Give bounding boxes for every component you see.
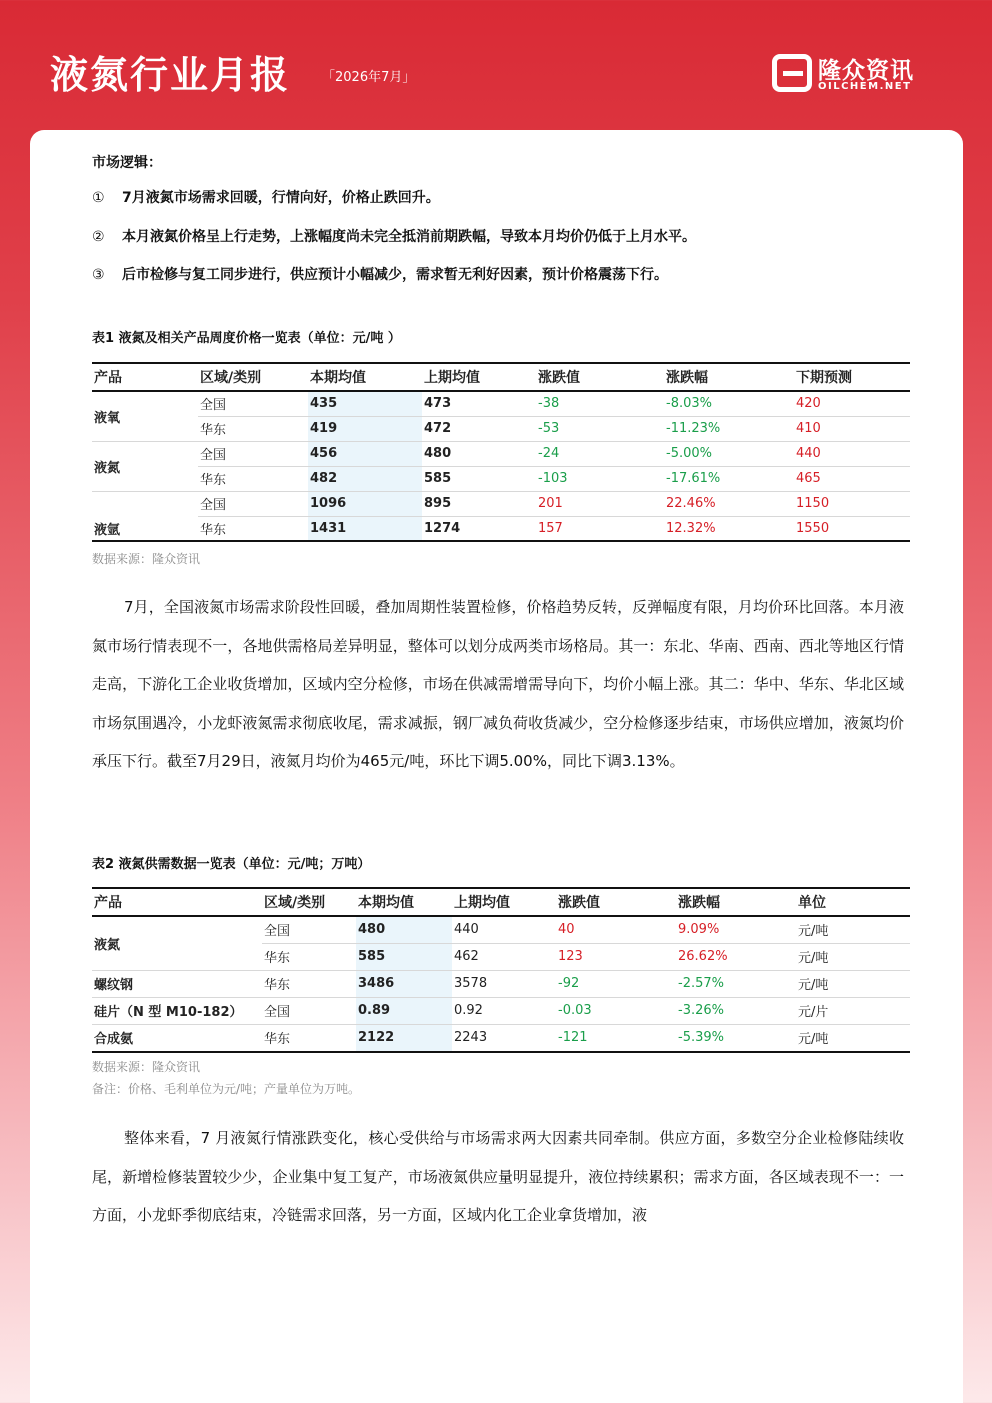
previous-value-cell: 585 [424, 471, 452, 486]
current-value-cell: 2122 [356, 1024, 452, 1052]
column-header: 产品 [92, 363, 198, 391]
report-date: 「2026年7月」 [322, 70, 416, 85]
table-row [92, 416, 910, 441]
product-cell: 硅片（N 型 M10-182） [94, 1005, 243, 1020]
change-percent-cell: -8.03% [666, 396, 712, 412]
change-value-cell: -103 [538, 471, 568, 486]
brand-logo [772, 52, 942, 96]
forecast-cell: 440 [796, 446, 821, 461]
forecast-cell: 465 [796, 471, 821, 486]
previous-value-cell: 472 [424, 421, 452, 436]
logic-item-number: ① [92, 190, 105, 206]
forecast-cell: 420 [796, 396, 821, 412]
column-header: 本期均值 [308, 363, 422, 391]
forecast-cell: 410 [796, 421, 821, 436]
change-value-cell: 123 [558, 949, 583, 964]
region-cell: 全国 [264, 924, 291, 940]
change-value-cell: -92 [558, 976, 580, 991]
table1-caption: 表1 液氮及相关产品周度价格一览表（单位：元/吨 ） [92, 331, 401, 346]
summary-paragraph: 整体来看，7 月液氮行情涨跌变化，核心受供给与市场需求两大因素共同牵制。供应方面，多数空分企业检修陆续收尾，新增检修装置较少少，企业集中复工复产，市场液氮供应量明显提升，液位持续累积；需求方面，各区域表现不一：一方面，小龙虾季彻底结束，冷链需求回落，另一方面，区域内化工企业拿货增加，液 [92, 1129, 904, 1224]
change-percent-cell: -2.57% [678, 976, 724, 991]
unit-cell: 元/片 [798, 1005, 829, 1020]
column-header: 下期预测 [794, 363, 910, 391]
region-cell: 华东 [264, 978, 291, 993]
column-header: 产品 [92, 888, 262, 916]
change-percent-cell: -3.26% [678, 1003, 724, 1018]
table-header-row [92, 363, 910, 391]
previous-value-cell: 895 [424, 496, 452, 511]
column-header: 上期均值 [422, 363, 536, 391]
table2-caption: 表2 液氮供需数据一览表（单位：元/吨；万吨） [92, 857, 371, 872]
current-value-cell: 3486 [356, 970, 452, 997]
forecast-cell: 1150 [796, 496, 830, 511]
column-header: 区域/类别 [262, 888, 356, 916]
brand-name-en: OILCHEM.NET [818, 81, 912, 92]
region-cell: 华东 [200, 473, 227, 488]
unit-cell: 元/吨 [798, 978, 829, 993]
previous-value-cell: 440 [454, 922, 479, 938]
previous-value-cell: 0.92 [454, 1003, 483, 1018]
table1-source: 数据来源：隆众资讯 [92, 552, 201, 566]
region-cell: 华东 [264, 951, 291, 966]
current-value-cell: 435 [308, 391, 422, 416]
table-row [92, 516, 910, 541]
current-value-cell: 1431 [308, 516, 422, 541]
previous-value-cell: 3578 [454, 976, 488, 991]
market-logic-title: 市场逻辑： [92, 155, 162, 171]
table-row [92, 916, 910, 943]
unit-cell: 元/吨 [798, 951, 829, 966]
table-row [92, 391, 910, 416]
change-percent-cell: 12.32% [666, 520, 716, 536]
table-row [92, 970, 910, 997]
table2-source: 数据来源：隆众资讯 [92, 1060, 201, 1074]
previous-value-cell: 480 [424, 446, 452, 461]
column-header: 涨跌值 [556, 888, 676, 916]
column-header: 单位 [796, 888, 910, 916]
table-row [92, 1024, 910, 1052]
change-percent-cell: -5.39% [678, 1030, 724, 1046]
previous-value-cell: 2243 [454, 1030, 488, 1046]
table2-note: 备注：价格、毛利单位为元/吨；产量单位为万吨。 [92, 1082, 361, 1096]
current-value-cell: 1096 [308, 491, 422, 516]
region-cell: 华东 [200, 522, 227, 538]
region-cell: 华东 [200, 423, 227, 438]
region-cell: 全国 [200, 398, 227, 414]
table-row [92, 491, 910, 516]
column-header: 涨跌值 [536, 363, 664, 391]
change-percent-cell: -17.61% [666, 471, 721, 486]
change-percent-cell: 26.62% [678, 949, 728, 964]
forecast-cell: 1550 [796, 520, 830, 536]
change-value-cell: -121 [558, 1030, 588, 1046]
brand-logo-icon [772, 54, 812, 92]
product-cell: 液氮 [94, 460, 121, 476]
logic-item-text: 本月液氮价格呈上行走势，上涨幅度尚未完全抵消前期跌幅，导致本月均价仍低于上月水平。 [122, 229, 696, 245]
logic-item [92, 226, 696, 246]
logic-item [92, 187, 440, 207]
table-row [92, 466, 910, 491]
report-header [0, 0, 992, 130]
brand-name-cn: 隆众资讯 [818, 58, 914, 84]
current-value-cell: 0.89 [356, 997, 452, 1024]
change-value-cell: -0.03 [558, 1003, 592, 1018]
unit-cell: 元/吨 [798, 924, 829, 940]
region-cell: 全国 [264, 1005, 291, 1020]
current-value-cell: 456 [308, 441, 422, 466]
change-value-cell: -24 [538, 446, 560, 461]
product-cell: 液氮 [94, 937, 121, 953]
previous-value-cell: 462 [454, 949, 479, 964]
table-header-row [92, 888, 910, 916]
column-header: 区域/类别 [198, 363, 308, 391]
current-value-cell: 419 [308, 416, 422, 441]
logic-item [92, 264, 668, 284]
product-cell: 螺纹钢 [94, 978, 134, 993]
current-value-cell: 480 [356, 916, 452, 943]
price-table [92, 362, 910, 542]
product-cell: 合成氨 [94, 1032, 134, 1048]
table-row [92, 997, 910, 1024]
change-value-cell: 40 [558, 922, 575, 938]
column-header: 涨跌幅 [676, 888, 796, 916]
change-percent-cell: 22.46% [666, 496, 716, 511]
change-value-cell: 157 [538, 520, 563, 536]
change-percent-cell: 9.09% [678, 922, 720, 938]
previous-value-cell: 1274 [424, 520, 461, 536]
report-title: 液氮行业月报 [50, 53, 291, 97]
supply-demand-table [92, 887, 910, 1053]
region-cell: 全国 [200, 498, 227, 513]
unit-cell: 元/吨 [798, 1032, 829, 1048]
column-header: 本期均值 [356, 888, 452, 916]
change-value-cell: 201 [538, 496, 563, 511]
table-row [92, 441, 910, 466]
logic-item-text: 7月液氮市场需求回暖，行情向好，价格止跌回升。 [122, 190, 440, 206]
logic-item-text: 后市检修与复工同步进行，供应预计小幅减少，需求暂无利好因素，预计价格震荡下行。 [122, 267, 668, 283]
analysis-paragraph: 7月，全国液氮市场需求阶段性回暖，叠加周期性装置检修，价格趋势反转，反弹幅度有限，月均价环比回落。本月液氮市场行情表现不一，各地供需格局差异明显，整体可以划分成两类市场格局。其一：东北、华南、西南、西北等地区行情走高，下游化工企业收货增加，区域内空分检修，市场在供减需增需导向下，均价小幅上涨。其二：华中、华东、华北区域市场氛围遇冷，小龙虾液氮需求彻底收尾，需求减振，钢厂减负荷收货减少，空分检修逐步结束，市场供应增加，液氮均价承压下行。截至7月29日，液氮月均价为465元/吨，环比下调5.00%，同比下调3.13%。 [92, 598, 904, 770]
change-value-cell: -38 [538, 396, 560, 412]
report-card [30, 130, 963, 1403]
region-cell: 全国 [200, 448, 227, 463]
previous-value-cell: 473 [424, 396, 452, 412]
change-percent-cell: -5.00% [666, 446, 712, 461]
product-cell: 液氧 [94, 410, 121, 426]
logic-item-number: ③ [92, 267, 105, 283]
current-value-cell: 585 [356, 943, 452, 970]
product-cell: 液氩 [94, 523, 121, 538]
current-value-cell: 482 [308, 466, 422, 491]
region-cell: 华东 [264, 1032, 291, 1048]
change-value-cell: -53 [538, 421, 560, 436]
logic-item-number: ② [92, 229, 105, 245]
column-header: 上期均值 [452, 888, 556, 916]
change-percent-cell: -11.23% [666, 421, 721, 436]
column-header: 涨跌幅 [664, 363, 794, 391]
